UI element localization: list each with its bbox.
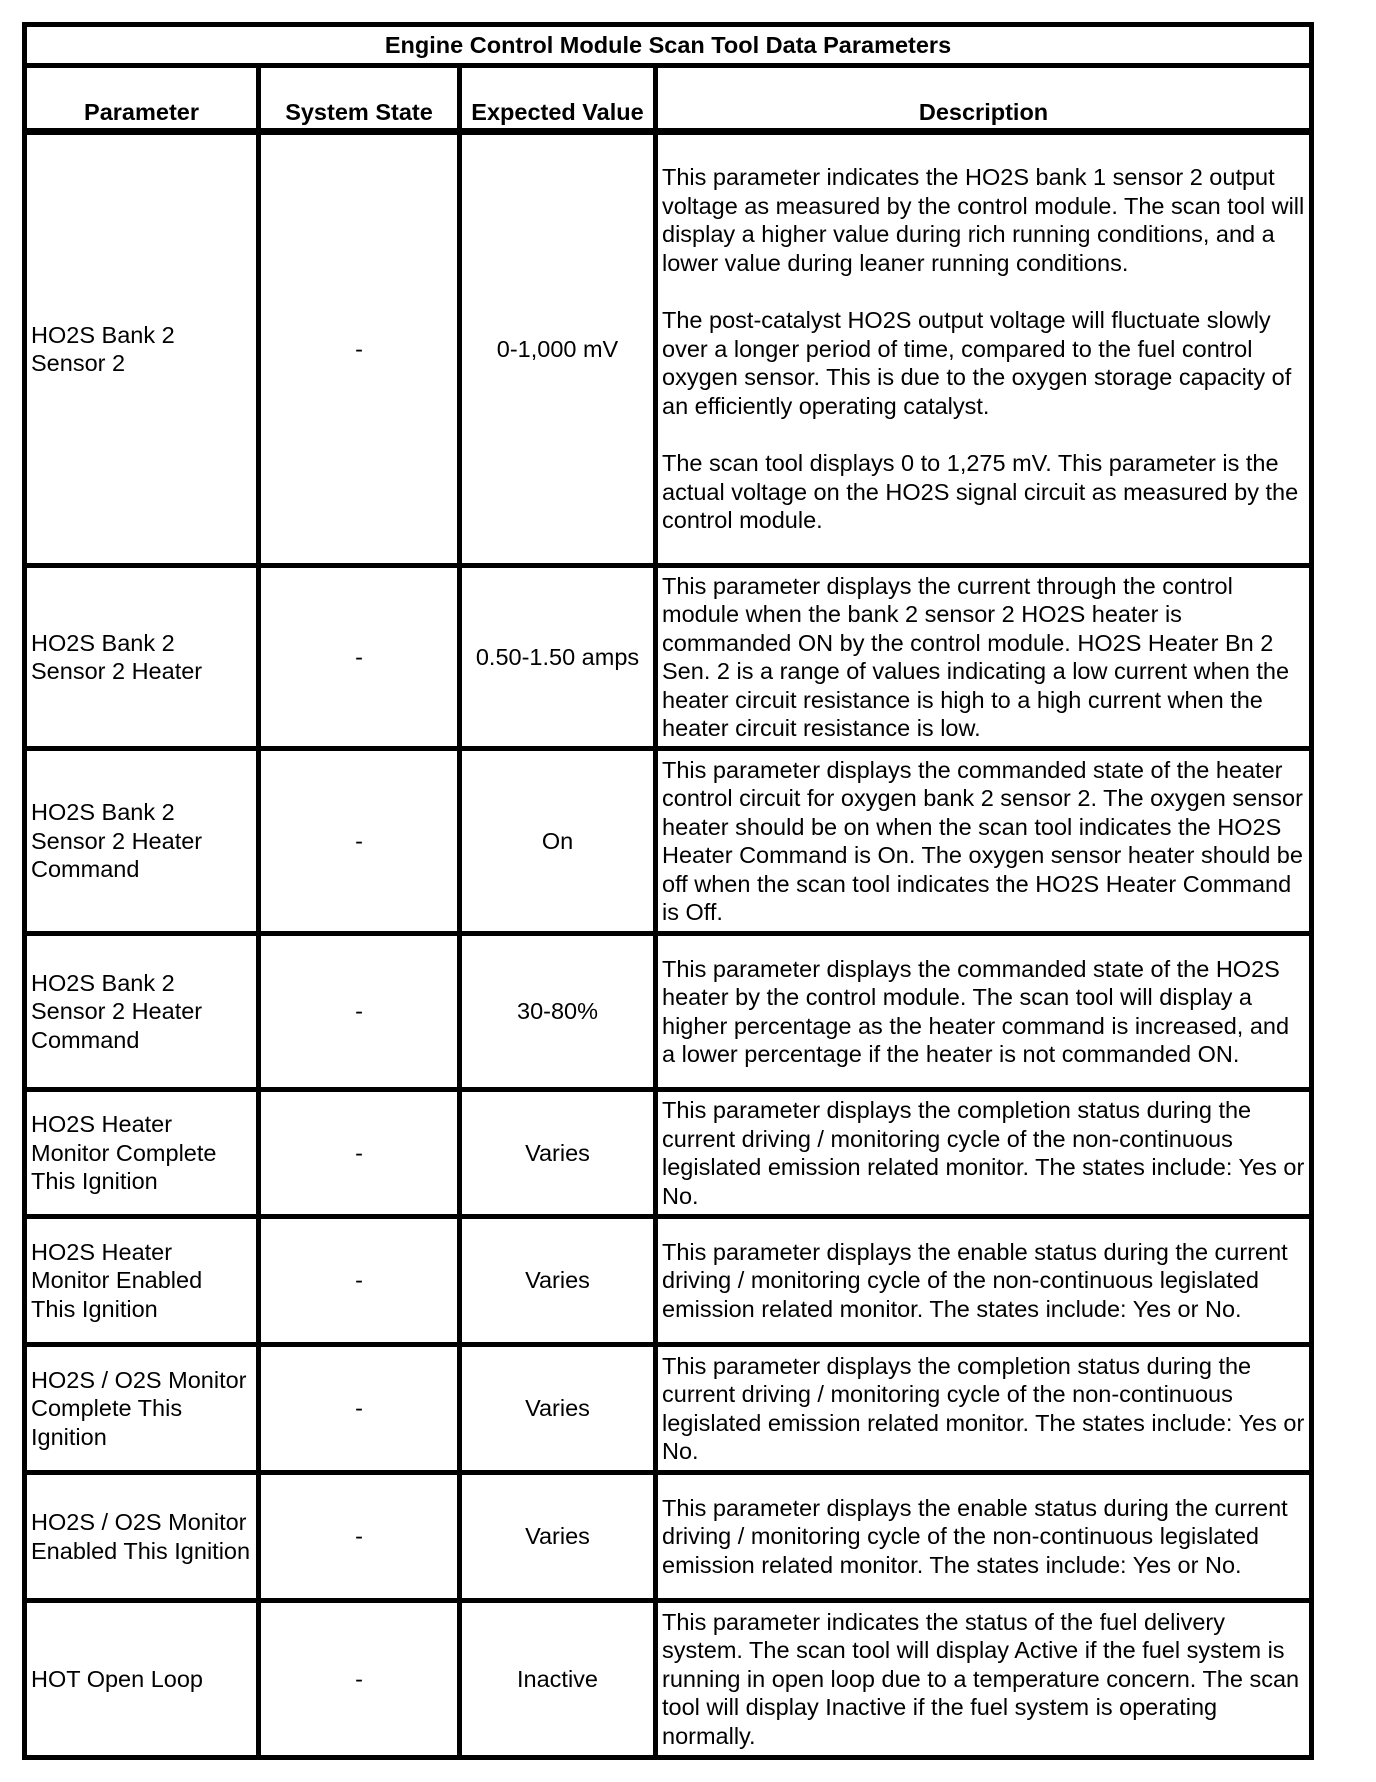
description-cell xyxy=(656,1601,1312,1758)
description-paragraph: The post-catalyst HO2S output voltage will fluctuate slowly over a longer period of time, compared to the fuel control oxygen sensor. This is due to the oxygen storage capacity of an efficiently operating catalyst. xyxy=(662,307,1292,419)
system-state-cell: - xyxy=(259,132,460,566)
description-paragraph: This parameter displays the completion status during the current driving / monitoring cycle of the non-continuous legislated emission related monitor. The states include: Yes or No. xyxy=(662,1097,1305,1209)
table-row xyxy=(25,1473,1312,1601)
description-cell xyxy=(656,934,1312,1090)
expected-value-cell: Varies xyxy=(460,1345,656,1473)
description-cell xyxy=(656,1217,1312,1345)
system-state-cell: - xyxy=(259,1345,460,1473)
expected-value-cell: Varies xyxy=(460,1473,656,1601)
parameter-cell: HOT Open Loop xyxy=(25,1601,259,1758)
expected-value-cell: 0-1,000 mV xyxy=(460,132,656,566)
parameter-cell: HO2S Heater Monitor Complete This Ignition xyxy=(25,1090,259,1217)
expected-value-cell: Inactive xyxy=(460,1601,656,1758)
expected-value-cell: Varies xyxy=(460,1090,656,1217)
description-cell xyxy=(656,749,1312,934)
description-paragraph: This parameter indicates the HO2S bank 1 sensor 2 output voltage as measured by the control module. The scan tool will display a higher value during rich running conditions, and a lower value during leaner running conditions. xyxy=(662,164,1305,276)
table-row xyxy=(25,1345,1312,1473)
system-state-cell: - xyxy=(259,934,460,1090)
column-header-row xyxy=(25,66,1312,132)
parameter-cell: HO2S / O2S Monitor Enabled This Ignition xyxy=(25,1473,259,1601)
table-row xyxy=(25,1090,1312,1217)
parameter-cell: HO2S Heater Monitor Enabled This Ignition xyxy=(25,1217,259,1345)
system-state-cell: - xyxy=(259,1090,460,1217)
description-paragraph: This parameter displays the commanded state of the heater control circuit for oxygen bank 2 sensor 2. The oxygen sensor heater should be on when the scan tool indicates the HO2S Heater Command is On. The oxygen sensor heater should be off when the scan tool indicates the HO2S Heater Command is Off. xyxy=(662,756,1303,925)
system-state-cell: - xyxy=(259,1217,460,1345)
system-state-cell: - xyxy=(259,1473,460,1601)
expected-value-cell: On xyxy=(460,749,656,934)
parameter-cell: HO2S Bank 2 Sensor 2 Heater xyxy=(25,566,259,749)
description-paragraph: The scan tool displays 0 to 1,275 mV. This parameter is the actual voltage on the HO2S signal circuit as measured by the control module. xyxy=(662,450,1299,534)
expected-value-cell: 0.50-1.50 amps xyxy=(460,566,656,749)
system-state-cell: - xyxy=(259,566,460,749)
description-cell xyxy=(656,566,1312,749)
parameter-cell: HO2S Bank 2 Sensor 2 Heater Command xyxy=(25,749,259,934)
parameter-cell: HO2S Bank 2 Sensor 2 Heater Command xyxy=(25,934,259,1090)
column-header-system-state: System State xyxy=(259,66,460,132)
description-cell xyxy=(656,1345,1312,1473)
system-state-cell: - xyxy=(259,749,460,934)
table-title: Engine Control Module Scan Tool Data Parameters xyxy=(25,25,1312,66)
table-row xyxy=(25,1217,1312,1345)
column-header-expected-value: Expected Value xyxy=(460,66,656,132)
description-cell xyxy=(656,1090,1312,1217)
expected-value-cell: Varies xyxy=(460,1217,656,1345)
table-row xyxy=(25,1601,1312,1758)
column-header-description: Description xyxy=(656,66,1312,132)
column-header-parameter: Parameter xyxy=(25,66,259,132)
description-paragraph: This parameter displays the enable status during the current driving / monitoring cycle of the non-continuous legislated emission related monitor. The states include: Yes or No. xyxy=(662,1494,1288,1578)
description-cell xyxy=(656,132,1312,566)
table-row xyxy=(25,749,1312,934)
table-row xyxy=(25,934,1312,1090)
description-paragraph: This parameter displays the completion status during the current driving / monitoring cycle of the non-continuous legislated emission related monitor. The states include: Yes or No. xyxy=(662,1352,1305,1464)
description-paragraph: This parameter displays the current through the control module when the bank 2 sensor 2 HO2S heater is commanded ON by the control module. HO2S Heater Bn 2 Sen. 2 is a range of values indicating a low current when the heater circuit resistance is high to a high current when the heater circuit resistance is low. xyxy=(662,572,1290,741)
parameter-cell: HO2S Bank 2 Sensor 2 xyxy=(25,132,259,566)
scan-tool-data-table xyxy=(22,22,1314,1760)
parameter-cell: HO2S / O2S Monitor Complete This Ignition xyxy=(25,1345,259,1473)
table-row xyxy=(25,132,1312,566)
expected-value-cell: 30-80% xyxy=(460,934,656,1090)
description-paragraph: This parameter displays the commanded state of the HO2S heater by the control module. The scan tool will display a higher percentage as the heater command is increased, and a lower percentage if the heater is not commanded ON. xyxy=(662,955,1290,1067)
system-state-cell: - xyxy=(259,1601,460,1758)
table-row xyxy=(25,566,1312,749)
description-cell xyxy=(656,1473,1312,1601)
description-paragraph: This parameter displays the enable status during the current driving / monitoring cycle of the non-continuous legislated emission related monitor. The states include: Yes or No. xyxy=(662,1238,1288,1322)
description-paragraph: This parameter indicates the status of the fuel delivery system. The scan tool will display Active if the fuel system is running in open loop due to a temperature concern. The scan tool will display Inactive if the fuel system is operating normally. xyxy=(662,1608,1300,1749)
